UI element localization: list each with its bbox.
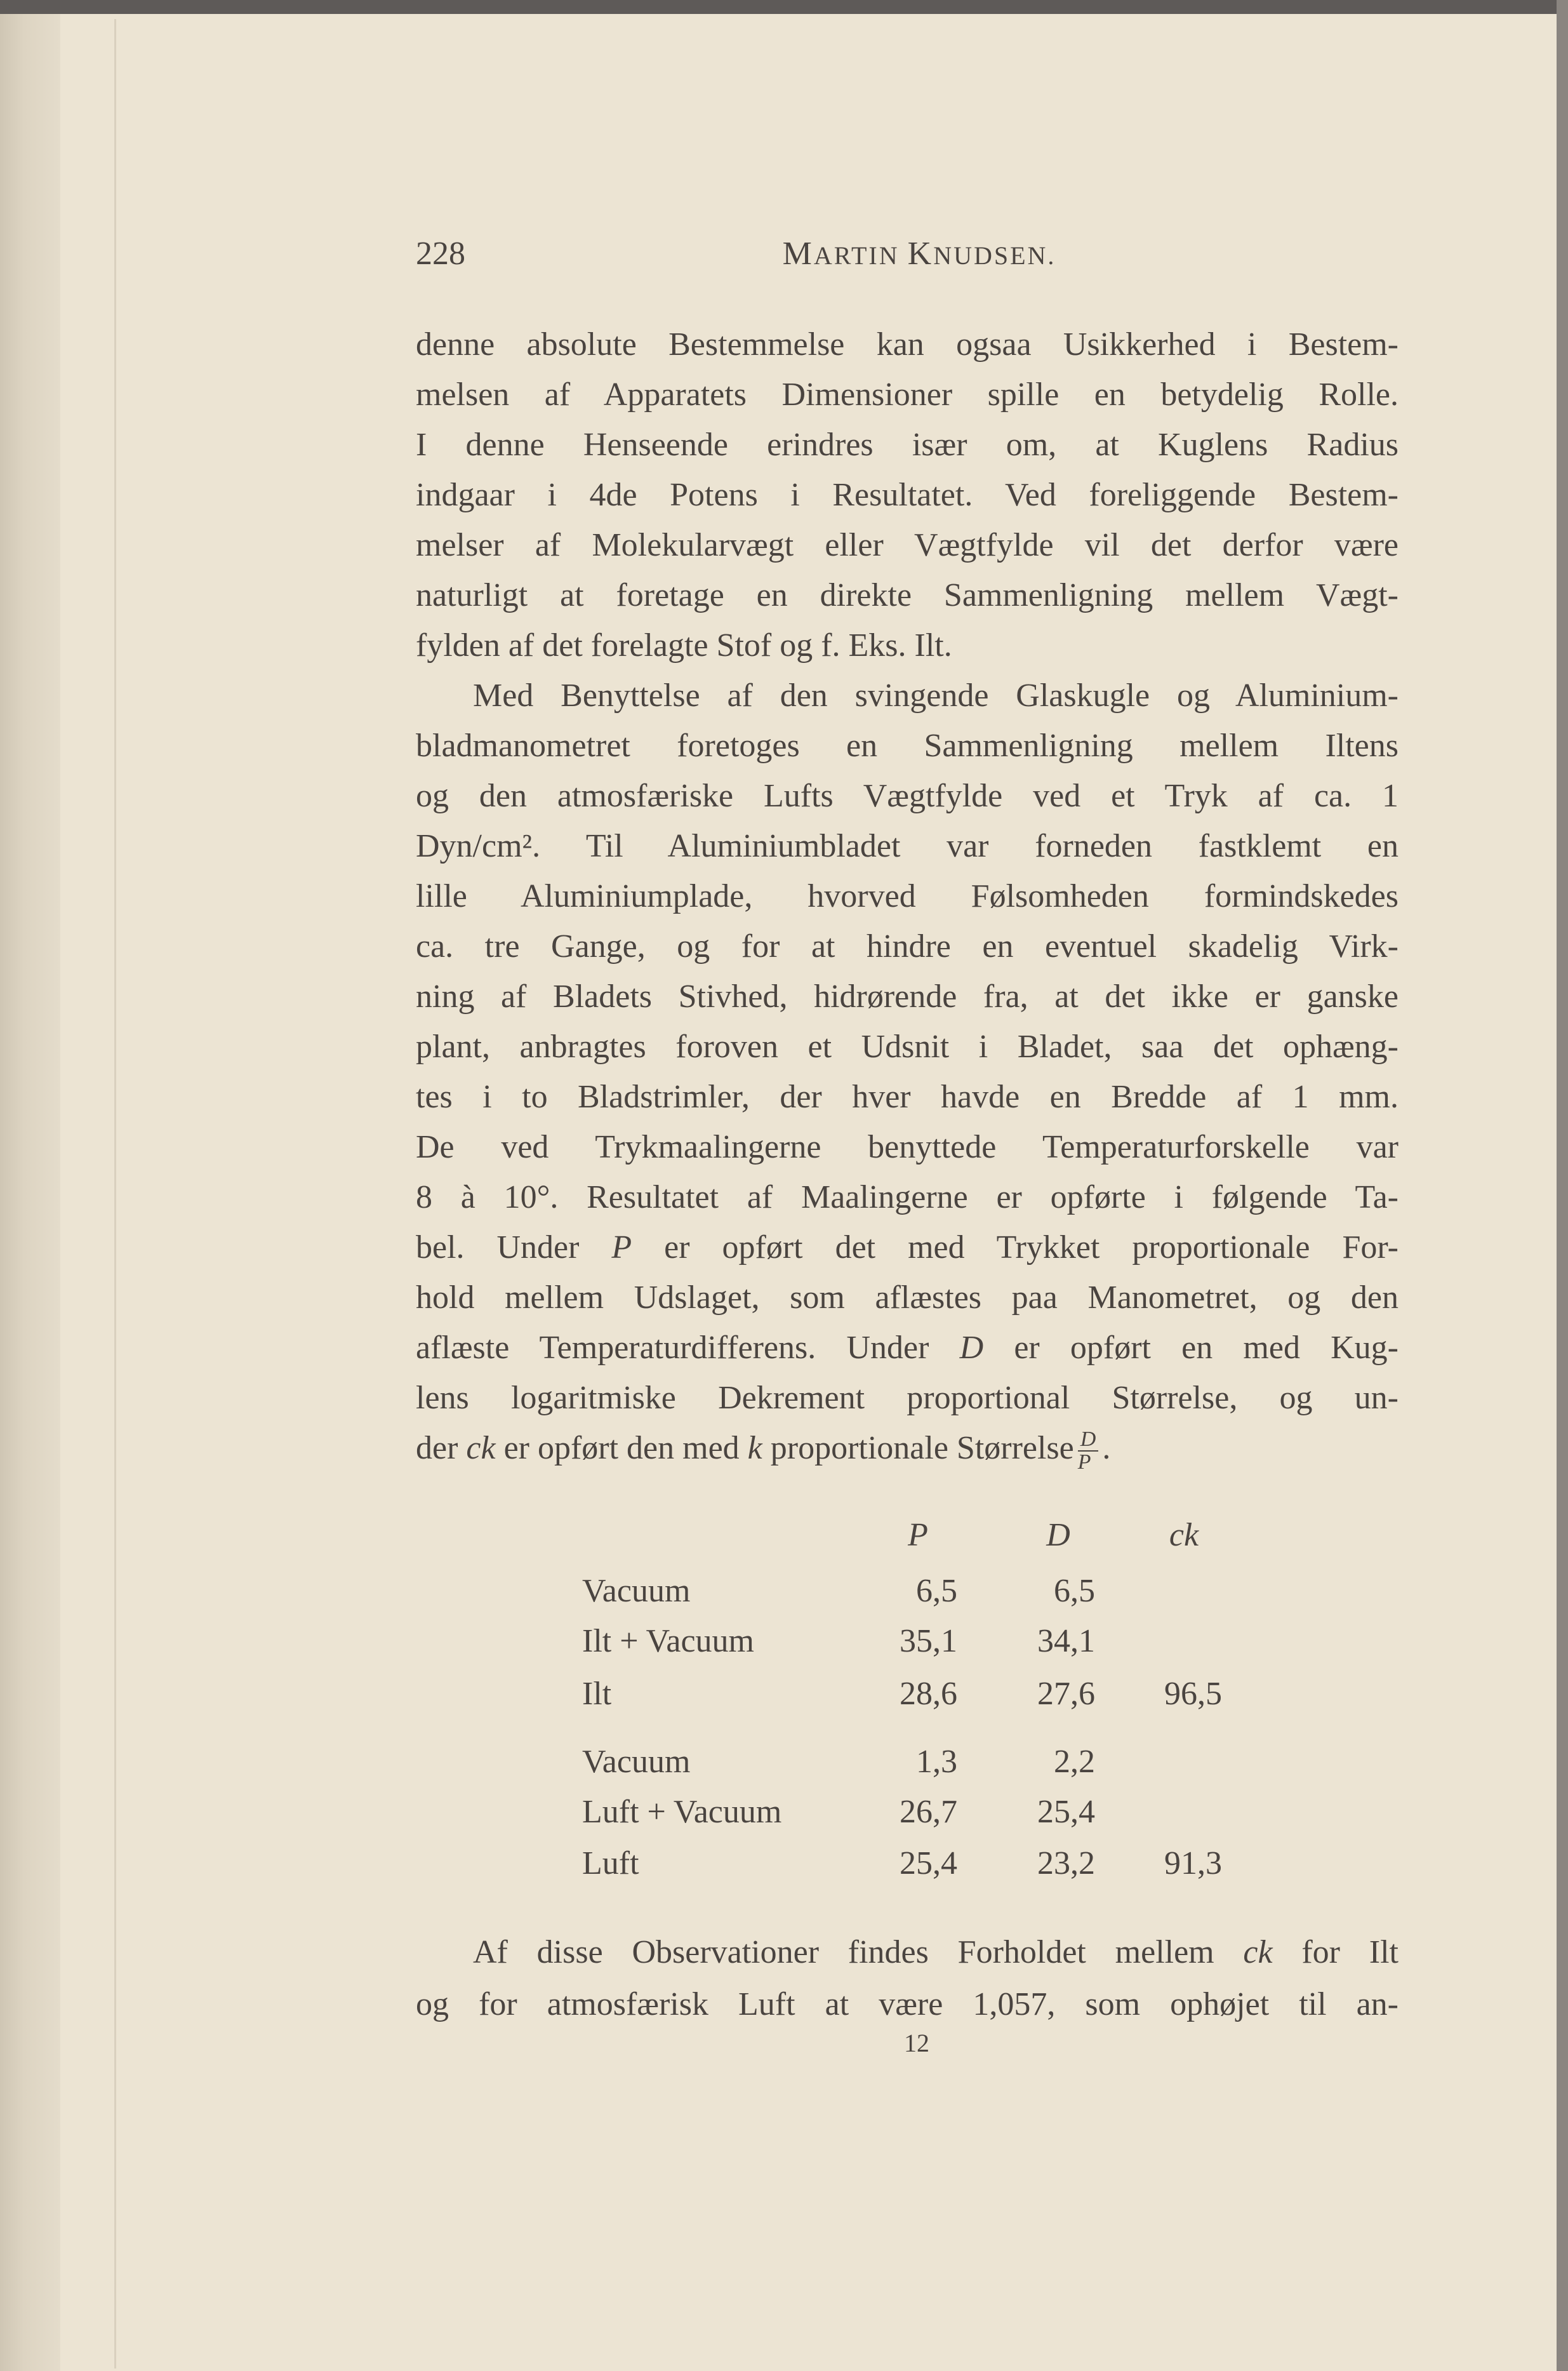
italic-symbol: k <box>747 1430 762 1466</box>
text-line <box>416 821 1399 871</box>
text-segment: melsen af Apparatets Dimensioner spille en betydelig Rolle. <box>416 377 1399 413</box>
cell-p: 25,4 <box>900 1845 957 1881</box>
text-segment: ca. tre Gange, og for at hindre en eventuel skadelig Virk- <box>416 928 1399 965</box>
text-segment: er opført den med <box>495 1430 748 1466</box>
cell-d: 6,5 <box>1054 1573 1095 1609</box>
text-segment: og den atmosfæriske Lufts Vægtfylde ved et Tryk af ca. 1 <box>416 778 1399 814</box>
text-line <box>416 420 1399 470</box>
text-segment: I denne Henseende erindres især om, at Kuglens Radius <box>416 427 1399 463</box>
cell-ck: 91,3 <box>1164 1845 1222 1881</box>
text-segment: og for atmosfærisk Luft at være 1,057, som ophøjet til an- <box>416 1986 1399 2022</box>
text-segment: Dyn/cm². Til Aluminiumbladet var forneden fastklemt en <box>416 828 1399 864</box>
text-segment: proportionale Størrelse <box>762 1430 1074 1466</box>
text-line <box>416 570 1399 620</box>
text-line <box>416 620 1399 671</box>
cell-d: 2,2 <box>1054 1744 1095 1780</box>
text-line <box>473 1927 1399 1977</box>
text-segment: hold mellem Udslaget, som aflæstes paa Manometret, og den <box>416 1279 1399 1316</box>
text-segment: De ved Trykmaalingerne benyttede Temperaturforskelle var <box>416 1129 1399 1165</box>
column-header: D <box>1046 1517 1070 1553</box>
text-line <box>416 721 1399 771</box>
text-segment: bladmanometret foretoges en Sammenligning mellem Iltens <box>416 728 1399 764</box>
fraction <box>1078 1429 1099 1473</box>
italic-symbol: ck <box>466 1430 496 1466</box>
cell-ck: 96,5 <box>1164 1676 1222 1712</box>
page-stack-edge <box>0 0 60 2371</box>
cell-d: 23,2 <box>1037 1845 1095 1881</box>
column-header: P <box>908 1517 928 1553</box>
cell-d: 27,6 <box>1037 1676 1095 1712</box>
running-title-part: NUDSEN. <box>933 241 1056 270</box>
text-line <box>416 1122 1399 1172</box>
text-line <box>416 1979 1399 2029</box>
row-label: Luft + Vacuum <box>582 1794 782 1830</box>
cell-p: 1,3 <box>916 1744 957 1780</box>
text-line <box>416 771 1399 821</box>
text-line <box>416 1172 1399 1222</box>
row-label: Luft <box>582 1845 639 1881</box>
page-number: 228 <box>416 236 465 272</box>
fraction-numerator: D <box>1078 1429 1099 1452</box>
cell-p: 35,1 <box>900 1623 957 1659</box>
scan-border-right <box>1557 0 1568 2371</box>
italic-symbol: D <box>959 1330 984 1366</box>
scan-border-top <box>0 0 1568 14</box>
text-line <box>416 1272 1399 1323</box>
text-segment: melser af Molekularvægt eller Vægtfylde vil det derfor være <box>416 527 1399 563</box>
running-title <box>783 235 1056 275</box>
text-line <box>416 1222 1399 1272</box>
text-line <box>416 871 1399 921</box>
text-segment: er opført en med Kug- <box>983 1330 1399 1366</box>
text-segment: for Ilt <box>1272 1934 1399 1970</box>
text-segment: er opført det med Trykket proportionale For- <box>632 1229 1399 1266</box>
running-title-part: K <box>907 236 934 272</box>
text-line <box>416 319 1399 370</box>
row-label: Ilt <box>582 1676 612 1712</box>
signature-mark: 12 <box>904 2029 929 2057</box>
text-segment: denne absolute Bestemmelse kan ogsaa Usikkerhed i Bestem- <box>416 326 1399 363</box>
text-line <box>416 1373 1399 1423</box>
text-segment: aflæste Temperaturdifferens. Under <box>416 1330 960 1366</box>
text-segment: lens logaritmiske Dekrement proportional Størrelse, og un- <box>416 1380 1399 1416</box>
text-line <box>416 1423 1399 1473</box>
text-segment: bel. Under <box>416 1229 612 1266</box>
row-label: Vacuum <box>582 1744 691 1780</box>
cell-d: 25,4 <box>1037 1794 1095 1830</box>
text-segment: . <box>1102 1430 1111 1466</box>
text-segment: plant, anbragtes foroven et Udsnit i Bladet, saa det ophæng- <box>416 1029 1399 1065</box>
running-title-part: ARTIN <box>813 241 908 270</box>
text-line <box>416 370 1399 420</box>
text-segment: fylden af det forelagte Stof og f. Eks. Ilt. <box>416 627 952 664</box>
italic-symbol: ck <box>1243 1934 1273 1970</box>
fraction-denominator: P <box>1077 1450 1091 1474</box>
text-segment: lille Aluminiumplade, hvorved Følsomheden formindskedes <box>416 878 1399 914</box>
text-segment: indgaar i 4de Potens i Resultatet. Ved foreliggende Bestem- <box>416 477 1399 513</box>
cell-p: 26,7 <box>900 1794 957 1830</box>
text-line <box>416 921 1399 972</box>
text-line <box>416 520 1399 570</box>
text-segment: 8 à 10°. Resultatet af Maalingerne er opførte i følgende Ta- <box>416 1179 1399 1215</box>
running-title-part: M <box>782 236 814 272</box>
text-segment: Med Benyttelse af den svingende Glaskugle og Aluminium- <box>473 678 1399 714</box>
text-line <box>416 470 1399 520</box>
text-line <box>473 671 1399 721</box>
text-line <box>416 1323 1399 1373</box>
column-header: ck <box>1169 1517 1199 1553</box>
text-line <box>416 972 1399 1022</box>
text-line <box>416 1022 1399 1072</box>
text-segment: der <box>416 1430 467 1466</box>
cell-d: 34,1 <box>1037 1623 1095 1659</box>
page-edge-line <box>114 19 116 2368</box>
text-segment: naturligt at foretage en direkte Sammenligning mellem Vægt- <box>416 577 1399 613</box>
text-segment: ning af Bladets Stivhed, hidrørende fra, at det ikke er ganske <box>416 978 1399 1015</box>
text-line <box>416 1072 1399 1122</box>
cell-p: 28,6 <box>900 1676 957 1712</box>
cell-p: 6,5 <box>916 1573 957 1609</box>
row-label: Vacuum <box>582 1573 691 1609</box>
text-segment: Af disse Observationer findes Forholdet mellem <box>473 1934 1244 1970</box>
text-segment: tes i to Bladstrimler, der hver havde en Bredde af 1 mm. <box>416 1079 1399 1115</box>
row-label: Ilt + Vacuum <box>582 1623 754 1659</box>
italic-symbol: P <box>611 1229 632 1266</box>
